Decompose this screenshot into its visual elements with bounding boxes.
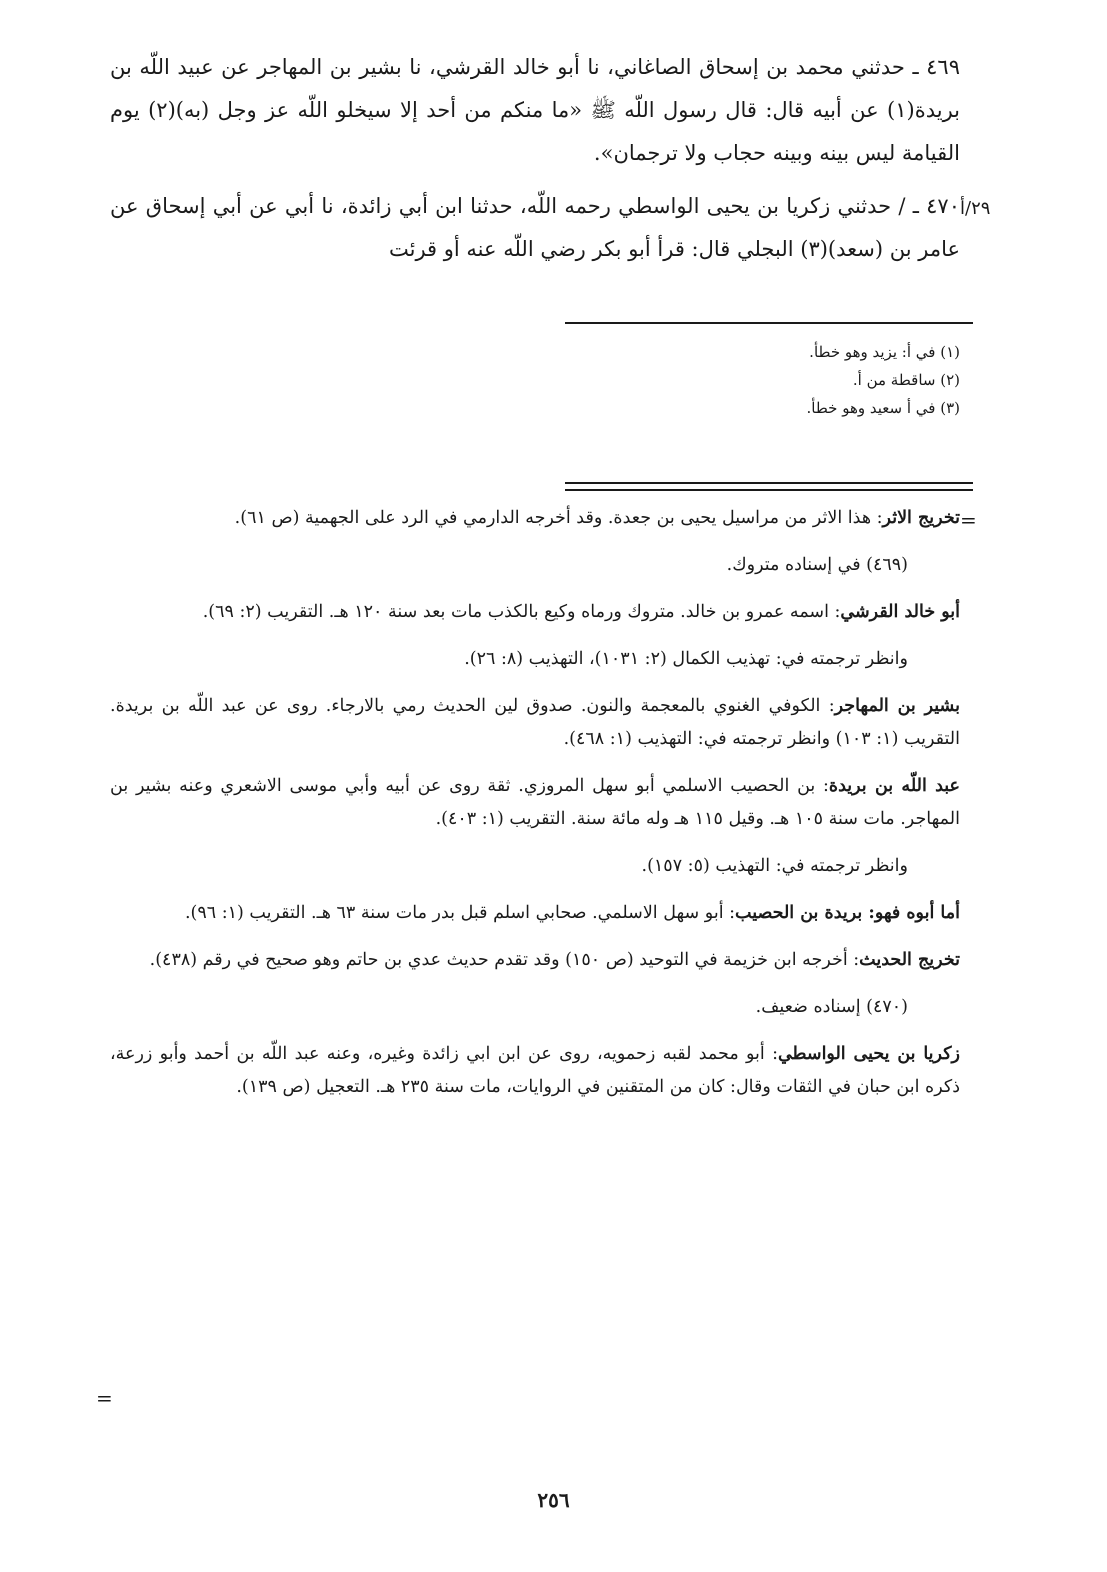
footnote-separator — [565, 322, 973, 324]
commentary-heading: زكريا بن يحيى الواسطي — [777, 1044, 960, 1064]
hadith-section — [110, 46, 960, 281]
commentary-text: : اسمه عمرو بن خالد. متروك ورماه وكيع بالكذب مات بعد سنة ١٢٠ هـ. التقريب (٢: ٦٩). — [202, 602, 841, 622]
continuation-mark-top: = — [960, 508, 977, 532]
commentary-heading: أما أبوه فهو: بريدة بن الحصيب — [735, 903, 960, 923]
footnote-3: (٣) في أ سعيد وهو خطأ. — [806, 399, 960, 417]
commentary-paragraph — [110, 502, 960, 535]
page-number: ٢٥٦ — [537, 1488, 570, 1512]
commentary-text: (٤٦٩) في إسناده متروك. — [726, 555, 908, 575]
commentary-separator — [565, 482, 973, 491]
continuation-mark-bottom: = — [96, 1386, 113, 1410]
commentary-text: وانظر ترجمته في: التهذيب (٥: ١٥٧). — [641, 856, 908, 876]
commentary-text: : أبو سهل الاسلمي. صحابي اسلم قبل بدر مات سنة ٦٣ هـ. التقريب (١: ٩٦). — [184, 903, 736, 923]
footnote-2: (٢) ساقطة من أ. — [852, 371, 960, 389]
commentary-text: : أبو محمد لقبه زحمويه، روى عن ابن ابي زائدة وغيره، وعنه عبد اللّه بن أحمد وأبو زرعة، ذكره ابن حبان في الثقات وقال: كان من المتقنين في الروايات، مات سنة ٢٣٥ هـ. التعجيل (ص ١٣٩). — [110, 1044, 960, 1097]
commentary-heading: عبد اللّه بن بريدة — [828, 776, 960, 796]
folio-marker: ٢٩/أ — [960, 198, 991, 219]
commentary-text: : هذا الاثر من مراسيل يحيى بن جعدة. وقد أخرجه الدارمي في الرد على الجهمية (ص ٦١). — [234, 508, 883, 528]
commentary-text: : أخرجه ابن خزيمة في التوحيد (ص ١٥٠) وقد تقدم حديث عدي بن حاتم وهو صحيح في رقم (٤٣٨). — [149, 950, 860, 970]
hadith-470: ٤٧٠ ـ / حدثني زكريا بن يحيى الواسطي رحمه اللّه، حدثنا ابن أبي زائدة، نا أبي عن أبي إسحاق عن عامر بن (سعد)(٣) البجلي قال: قرأ أبو بكر رضي اللّه عنه أو قرئت — [110, 194, 960, 261]
commentary-paragraph — [110, 850, 960, 883]
commentary-paragraph — [110, 549, 960, 582]
commentary-paragraph — [110, 944, 960, 977]
commentary-paragraph — [110, 643, 960, 676]
commentary-paragraph — [110, 1038, 960, 1104]
commentary-text: : الكوفي الغنوي بالمعجمة والنون. صدوق لين الحديث رمي بالارجاء. روى عن عبد اللّه بن بريدة. التقريب (١: ١٠٣) وانظر ترجمته في: التهذيب (١: ٤٦٨). — [110, 696, 960, 749]
commentary-text: وانظر ترجمته في: تهذيب الكمال (٢: ١٠٣١)، التهذيب (٨: ٢٦). — [464, 649, 908, 669]
hadith-469: ٤٦٩ ـ حدثني محمد بن إسحاق الصاغاني، نا أبو خالد القرشي، نا بشير بن المهاجر عن عبيد اللّه بن بريدة(١) عن أبيه قال: قال رسول اللّه ﷺ «ما منكم من أحد إلا سيخلو اللّه عز وجل (به)(٢) يوم القيامة ليس بينه وبينه حجاب ولا ترجمان». — [110, 55, 960, 165]
commentary-text: (٤٧٠) إسناده ضعيف. — [755, 997, 908, 1017]
commentary-heading: تخريج الحديث — [859, 950, 960, 970]
commentary-heading: بشير بن المهاجر — [834, 696, 960, 716]
footnote-1: (١) في أ: يزيد وهو خطأ. — [809, 343, 960, 361]
commentary-paragraph — [110, 991, 960, 1024]
commentary-section — [110, 502, 960, 1118]
commentary-paragraph — [110, 596, 960, 629]
commentary-paragraph — [110, 770, 960, 836]
commentary-paragraph — [110, 897, 960, 930]
footnotes — [560, 338, 960, 422]
commentary-heading: تخريج الاثر — [882, 508, 960, 528]
commentary-paragraph — [110, 690, 960, 756]
commentary-text: : بن الحصيب الاسلمي أبو سهل المروزي. ثقة روى عن أبيه وأبي موسى الاشعري وعنه بشير بن المهاجر. مات سنة ١٠٥ هـ. وقيل ١١٥ هـ وله مائة سنة. التقريب (١: ٤٠٣). — [110, 776, 960, 829]
commentary-heading: أبو خالد القرشي — [840, 602, 960, 622]
